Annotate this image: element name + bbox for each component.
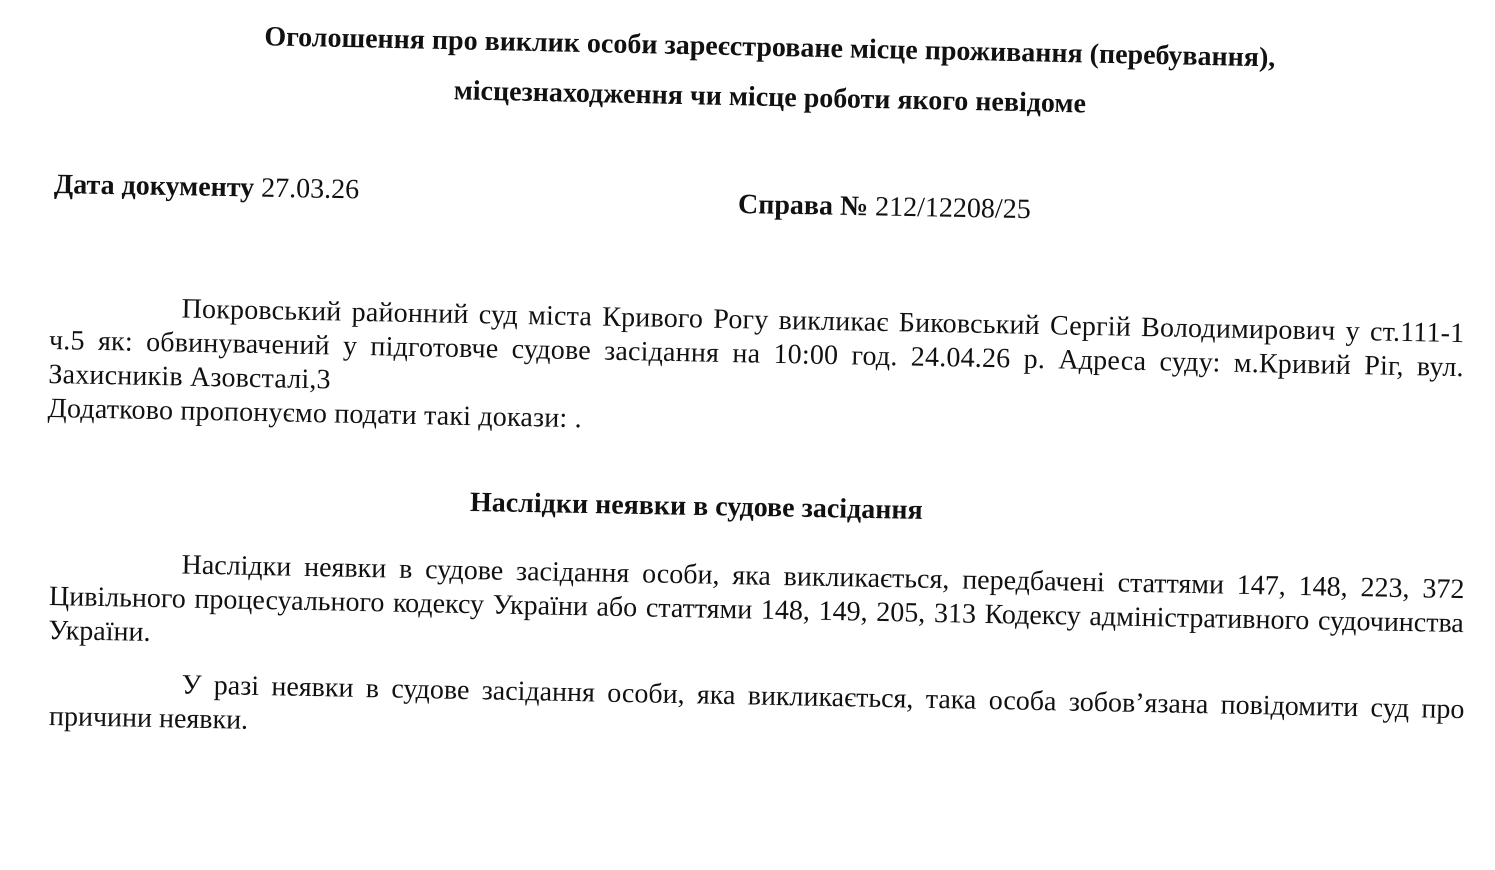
document-title-line-1: Оголошення про виклик особи зареєстроване місце проживання (перебування), [264,21,1276,74]
summons-text: Покровський районний суд міста Кривого Рогу викликає Биковський Сергій Володимирович у ст.111-1 ч.5 як: обвинувачений у підготовче судове засідання на 10:00 год. 24.04.26 р. Адреса суду: м.Кривий Ріг, вул. Захисників Азовсталі,3 [48,293,1465,396]
document-title-line-2: місцезнаходження чи місце роботи якого невідоме [453,75,1087,120]
obligation-text: У разі неявки в судове засідання особи, яка викликається, така особа зобов’язана повідомити суд про причини неявки. [48,669,1465,736]
date-label: Дата документу [53,169,255,204]
case-number [738,188,1031,227]
case-value: 212/12208/25 [874,191,1031,226]
obligation-paragraph [49,666,1465,761]
document-date [54,168,360,207]
consequences-paragraph [48,546,1465,675]
section-title: Наслідки неявки в судове засідання [469,487,923,526]
evidence-note: Додатково пропонуємо подати такі докази: . [47,392,583,435]
case-label: Справа № [737,189,869,223]
consequences-text: Наслідки неявки в судове засідання особи, яка викликається, передбачені статтями 147, 148, 223, 372 Цивільного процесуального кодексу України або статтями 148, 149, 205, 313 Кодексу адміністративного судочинства України. [48,549,1465,648]
summons-paragraph [47,290,1464,453]
date-value: 27.03.26 [260,172,360,206]
